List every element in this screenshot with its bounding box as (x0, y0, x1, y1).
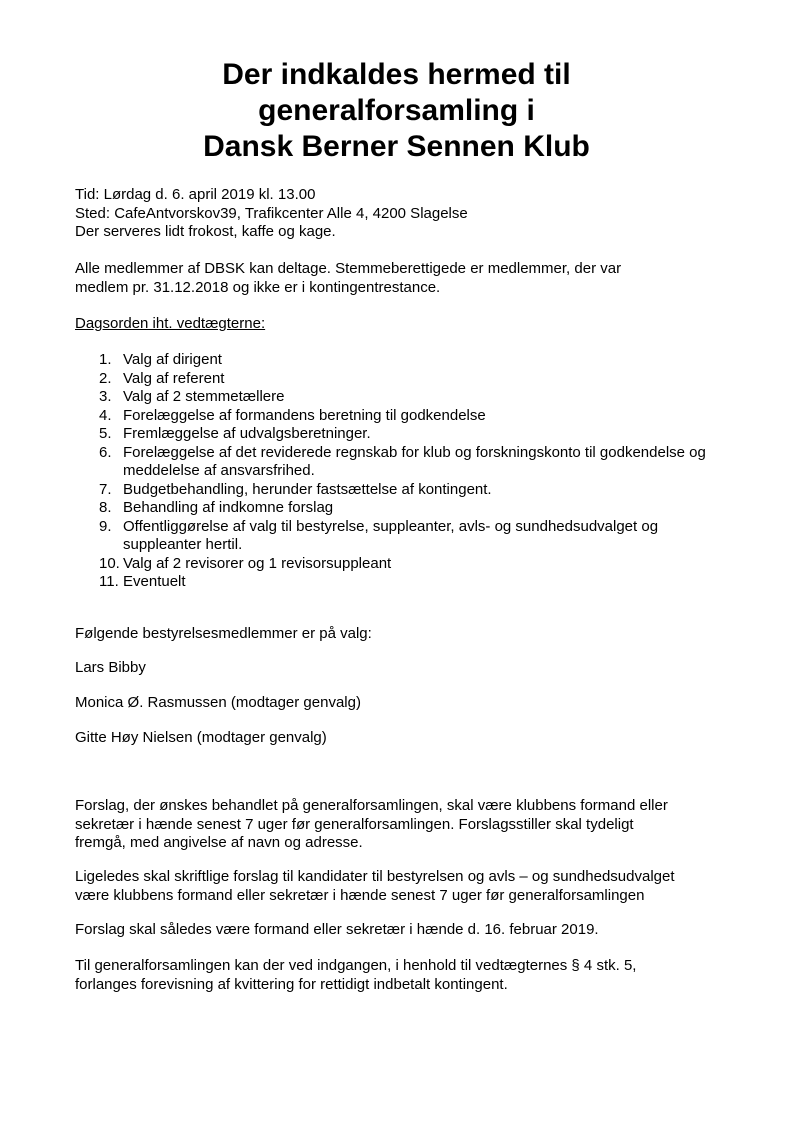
election-heading: Følgende bestyrelsesmedlemmer er på valg: (75, 625, 372, 642)
agenda-item-text: Fremlæggelse af udvalgsberetninger. (123, 425, 371, 442)
meeting-time: Tid: Lørdag d. 6. april 2019 kl. 13.00 (75, 186, 316, 203)
election-heading-block (75, 625, 735, 644)
agenda-item-text: Behandling af indkomne forslag (123, 499, 334, 516)
candidate-name: Gitte Høy Nielsen (modtager genvalg) (75, 729, 327, 746)
agenda-item (75, 499, 735, 518)
agenda-item (75, 518, 735, 555)
agenda-item-text: Forelæggelse af det reviderede regnskab for klub og forskningskonto til godkendelse og meddelelse af ansvarsfrihed. (123, 443, 706, 479)
title-line-3: Dansk Berner Sennen Klub (203, 130, 590, 163)
agenda-item-number: 10. (99, 554, 120, 572)
proposal-line: fremgå, med angivelse af navn og adresse. (75, 834, 363, 851)
proposal-line: Forslag, der ønskes behandlet på generalforsamlingen, skal være klubbens formand eller (75, 797, 668, 814)
agenda-list (75, 351, 735, 592)
candidate-name: Lars Bibby (75, 659, 146, 676)
agenda-item (75, 370, 735, 389)
proposal-line: Forslag skal således være formand eller sekretær i hænde d. 16. februar 2019. (75, 921, 599, 938)
agenda-item-number: 6. (99, 443, 112, 461)
candidate-block (75, 694, 735, 713)
agenda-item-text: Valg af referent (123, 369, 225, 387)
proposal-deadline-paragraph (75, 797, 735, 853)
agenda-item (75, 481, 735, 500)
agenda-item (75, 425, 735, 444)
agenda-item-number: 2. (99, 369, 112, 387)
agenda-item (75, 444, 735, 481)
agenda-item-number: 7. (99, 480, 112, 498)
candidate-name: Monica Ø. Rasmussen (modtager genvalg) (75, 694, 361, 711)
agenda-item-number: 8. (99, 499, 112, 516)
agenda-item-number: 11. (99, 573, 119, 590)
proposal-line: være klubbens formand eller sekretær i hænde senest 7 uger før generalforsamlingen (75, 886, 645, 904)
agenda-item (75, 351, 735, 370)
agenda-item-number: 3. (99, 388, 112, 405)
agenda-item (75, 573, 735, 592)
eligibility-line-1: Alle medlemmer af DBSK kan deltage. Stemmeberettigede er medlemmer, der var (75, 260, 622, 277)
agenda-heading-block (75, 315, 735, 334)
candidate-block (75, 659, 735, 678)
agenda-item-number: 4. (99, 406, 112, 424)
document-title (0, 57, 793, 165)
agenda-item-number: 9. (99, 517, 112, 535)
agenda-item-text: Eventuelt (123, 573, 186, 590)
agenda-item-text: Budgetbehandling, herunder fastsættelse af kontingent. (123, 480, 492, 498)
proposal-line: sekretær i hænde senest 7 uger før generalforsamlingen. Forslagsstiller skal tydeligt (75, 815, 634, 833)
agenda-item (75, 555, 735, 574)
eligibility-paragraph (75, 260, 735, 297)
proposal-line: forlanges forevisning af kvittering for rettidigt indbetalt kontingent. (75, 975, 508, 993)
agenda-item-text: Valg af 2 stemmetællere (123, 388, 285, 405)
meeting-info (75, 186, 735, 242)
meeting-food: Der serveres lidt frokost, kaffe og kage. (75, 223, 336, 240)
title-line-1: Der indkaldes hermed til (222, 58, 571, 91)
agenda-item-text: Valg af 2 revisorer og 1 revisorsuppleant (123, 554, 392, 572)
candidate-proposal-paragraph (75, 868, 735, 905)
eligibility-line-2: medlem pr. 31.12.2018 og ikke er i kontingentrestance. (75, 278, 441, 296)
agenda-item-number: 1. (99, 351, 112, 368)
agenda-item-text: Offentliggørelse af valg til bestyrelse, suppleanter, avls- og sundhedsudvalget og suppleanter hertil. (123, 517, 659, 553)
deadline-date-paragraph (75, 921, 735, 940)
meeting-place: Sted: CafeAntvorskov39, Trafikcenter Alle 4, 4200 Slagelse (75, 204, 468, 222)
agenda-item-text: Valg af dirigent (123, 351, 222, 368)
receipt-paragraph (75, 957, 735, 994)
candidate-block (75, 729, 735, 748)
title-line-2: generalforsamling i (258, 94, 535, 127)
agenda-item (75, 388, 735, 407)
proposal-line: Til generalforsamlingen kan der ved indgangen, i henhold til vedtægternes § 4 stk. 5, (75, 957, 637, 974)
proposal-line: Ligeledes skal skriftlige forslag til kandidater til bestyrelsen og avls – og sundhedsudvalget (75, 868, 675, 885)
agenda-item-number: 5. (99, 425, 112, 442)
agenda-item-text: Forelæggelse af formandens beretning til godkendelse (123, 406, 486, 424)
agenda-item (75, 407, 735, 426)
agenda-heading: Dagsorden iht. vedtægterne: (75, 315, 266, 332)
